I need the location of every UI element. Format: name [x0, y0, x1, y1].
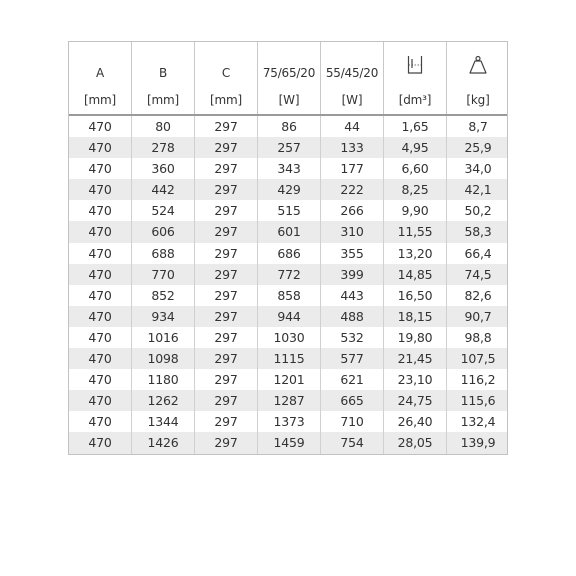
- header-unit: [W]: [341, 93, 363, 107]
- header-cell-b: [132, 42, 195, 114]
- table-cell: 688: [132, 243, 195, 264]
- table-cell: 470: [69, 369, 132, 390]
- table-row: [69, 221, 507, 242]
- table-cell: 470: [69, 137, 132, 158]
- table-cell: 310: [321, 221, 384, 242]
- table-cell: 19,80: [384, 327, 447, 348]
- table-cell: 86: [258, 116, 321, 137]
- header-unit: [mm]: [84, 93, 116, 107]
- table-cell: 116,2: [460, 372, 496, 388]
- table-cell: 754: [321, 432, 384, 453]
- header-cell-weight: [447, 42, 509, 114]
- table-cell: 74,5: [464, 266, 492, 282]
- radiator-spec-table: [68, 41, 508, 455]
- table-cell: 107,5: [460, 351, 496, 367]
- header-unit: [mm]: [210, 93, 242, 107]
- table-cell: 297: [195, 158, 258, 179]
- table-cell: 11,55: [384, 221, 447, 242]
- table-cell: 1373: [258, 411, 321, 432]
- table-cell: 858: [258, 285, 321, 306]
- header-label: B: [158, 66, 168, 80]
- table-cell: 297: [195, 285, 258, 306]
- table-cell: 23,10: [384, 369, 447, 390]
- table-cell: 429: [258, 179, 321, 200]
- table-cell: 13,20: [384, 243, 447, 264]
- table-cell: 16,50: [384, 285, 447, 306]
- table-cell: 297: [195, 243, 258, 264]
- table-cell: 606: [132, 221, 195, 242]
- table-cell: 442: [132, 179, 195, 200]
- table-cell: 515: [258, 200, 321, 221]
- table-cell: 532: [321, 327, 384, 348]
- table-cell: 82,6: [464, 287, 492, 303]
- table-cell: 1030: [258, 327, 321, 348]
- table-cell: 470: [69, 411, 132, 432]
- table-row: [69, 116, 507, 137]
- table-cell: 343: [258, 158, 321, 179]
- header-label: A: [95, 66, 104, 80]
- table-cell: 934: [132, 306, 195, 327]
- table-cell: 1287: [258, 390, 321, 411]
- table-cell: 297: [195, 179, 258, 200]
- table-cell: 222: [321, 179, 384, 200]
- table-cell: 524: [132, 200, 195, 221]
- table-row: [69, 200, 507, 221]
- table-cell: 470: [69, 179, 132, 200]
- table-cell: 297: [195, 327, 258, 348]
- table-row: [69, 432, 507, 453]
- table-cell: 177: [321, 158, 384, 179]
- table-row: [69, 264, 507, 285]
- table-cell: 470: [69, 285, 132, 306]
- table-cell: 770: [132, 264, 195, 285]
- table-cell: 1180: [132, 369, 195, 390]
- table-cell: 577: [321, 348, 384, 369]
- table-row: [69, 327, 507, 348]
- header-unit: [mm]: [147, 93, 179, 107]
- header-label: 75/65/20: [262, 66, 316, 80]
- table-cell: 42,1: [464, 182, 492, 198]
- table-cell: 297: [195, 200, 258, 221]
- table-header: [69, 42, 507, 116]
- table-row: [69, 179, 507, 200]
- header-unit: [kg]: [466, 93, 490, 107]
- table-cell: 21,45: [384, 348, 447, 369]
- table-cell: 24,75: [384, 390, 447, 411]
- table-row: [69, 348, 507, 369]
- table-cell: 4,95: [384, 137, 447, 158]
- table-cell: 470: [69, 264, 132, 285]
- table-cell: 297: [195, 432, 258, 453]
- table-cell: 133: [321, 137, 384, 158]
- header-cell-water-volume: [384, 42, 447, 114]
- table-cell: 399: [321, 264, 384, 285]
- table-cell: 257: [258, 137, 321, 158]
- table-row: [69, 285, 507, 306]
- table-cell: 297: [195, 137, 258, 158]
- table-cell: 297: [195, 306, 258, 327]
- table-cell: 8,25: [384, 179, 447, 200]
- table-cell: 470: [69, 390, 132, 411]
- table-cell: 443: [321, 285, 384, 306]
- table-row: [69, 243, 507, 264]
- table-cell: 1098: [132, 348, 195, 369]
- table-cell: 34,0: [464, 161, 492, 177]
- table-cell: 1262: [132, 390, 195, 411]
- table-cell: 488: [321, 306, 384, 327]
- table-cell: 26,40: [384, 411, 447, 432]
- table-cell: 621: [321, 369, 384, 390]
- table-cell: 944: [258, 306, 321, 327]
- table-cell: 297: [195, 264, 258, 285]
- table-cell: 355: [321, 243, 384, 264]
- header-unit: [W]: [278, 93, 300, 107]
- table-cell: 80: [132, 116, 195, 137]
- table-cell: 1459: [258, 432, 321, 453]
- table-cell: 1016: [132, 327, 195, 348]
- table-body: [69, 116, 507, 454]
- header-cell-output-75-65-20: [258, 42, 321, 114]
- table-cell: 25,9: [464, 140, 492, 156]
- table-cell: 360: [132, 158, 195, 179]
- table-cell: 601: [258, 221, 321, 242]
- table-cell: 470: [69, 158, 132, 179]
- table-cell: 66,4: [464, 245, 492, 261]
- table-cell: 44: [321, 116, 384, 137]
- table-cell: 852: [132, 285, 195, 306]
- header-unit: [dm³]: [398, 93, 432, 107]
- table-cell: 115,6: [460, 393, 496, 409]
- table-cell: 470: [69, 327, 132, 348]
- table-cell: 8,7: [468, 119, 488, 134]
- table-cell: 470: [69, 243, 132, 264]
- table-row: [69, 369, 507, 390]
- table-cell: 50,2: [464, 203, 492, 219]
- table-cell: 686: [258, 243, 321, 264]
- weight-icon: [468, 55, 488, 79]
- table-cell: 1426: [132, 432, 195, 453]
- table-cell: 1,65: [384, 116, 447, 137]
- table-cell: 665: [321, 390, 384, 411]
- header-label: C: [221, 66, 231, 80]
- table-cell: 278: [132, 137, 195, 158]
- table-cell: 90,7: [464, 308, 492, 324]
- table-cell: 58,3: [464, 224, 492, 240]
- table-cell: 470: [69, 348, 132, 369]
- table-cell: 470: [69, 432, 132, 453]
- table-cell: 470: [69, 200, 132, 221]
- table-cell: 297: [195, 221, 258, 242]
- table-row: [69, 411, 507, 432]
- table-cell: 470: [69, 306, 132, 327]
- table-row: [69, 306, 507, 327]
- table-cell: 132,4: [460, 414, 496, 430]
- table-cell: 9,90: [384, 200, 447, 221]
- table-cell: 1201: [258, 369, 321, 390]
- table-cell: 98,8: [464, 329, 492, 345]
- table-cell: 1344: [132, 411, 195, 432]
- header-cell-c: [195, 42, 258, 114]
- table-cell: 28,05: [384, 432, 447, 453]
- water-volume-icon: [407, 55, 423, 79]
- table-cell: 772: [258, 264, 321, 285]
- table-cell: 297: [195, 116, 258, 137]
- table-cell: 297: [195, 369, 258, 390]
- table-cell: 470: [69, 116, 132, 137]
- header-cell-a: [69, 42, 132, 114]
- table-row: [69, 390, 507, 411]
- table-cell: 470: [69, 221, 132, 242]
- table-cell: 14,85: [384, 264, 447, 285]
- table-cell: 297: [195, 411, 258, 432]
- header-label: 55/45/20: [325, 66, 379, 80]
- table-cell: 1115: [258, 348, 321, 369]
- table-cell: 266: [321, 200, 384, 221]
- table-row: [69, 158, 507, 179]
- table-cell: 6,60: [384, 158, 447, 179]
- table-cell: 710: [321, 411, 384, 432]
- table-cell: 18,15: [384, 306, 447, 327]
- table-cell: 297: [195, 390, 258, 411]
- table-cell: 139,9: [460, 435, 496, 451]
- table-cell: 297: [195, 348, 258, 369]
- header-cell-output-55-45-20: [321, 42, 384, 114]
- table-row: [69, 137, 507, 158]
